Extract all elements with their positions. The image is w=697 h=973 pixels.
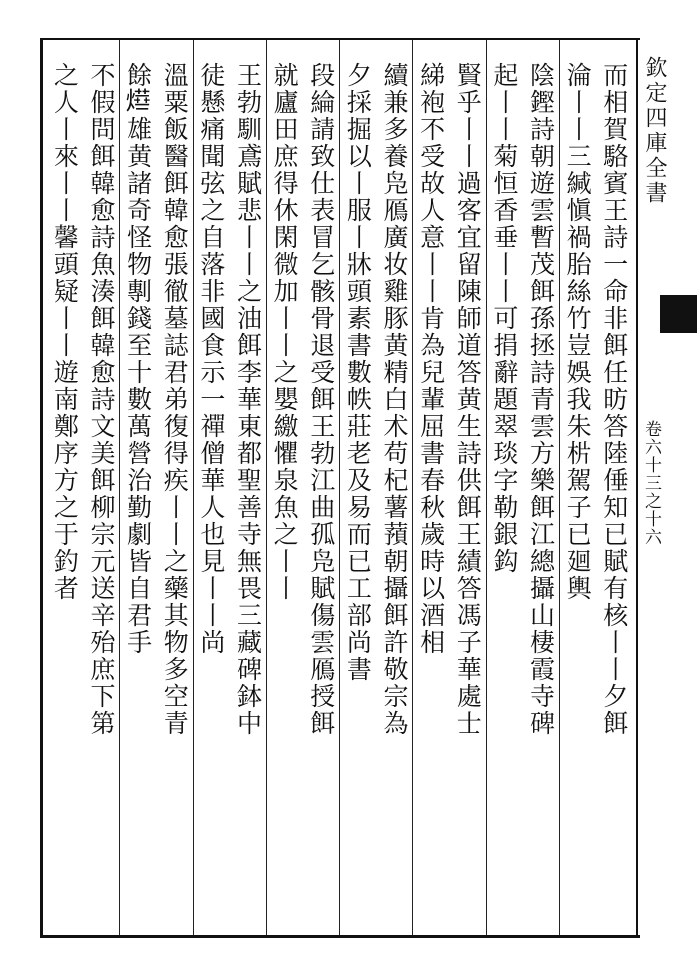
column-divider [486, 40, 487, 935]
frame-right-rule [636, 38, 638, 938]
text-column: 溫粟飯醫餌韓愈張徹墓誌君弟復得疾丨丨之藥其物多空青 [160, 62, 190, 737]
column-divider [412, 40, 413, 935]
fishtail-mark-top [660, 295, 697, 325]
frame-left-rule [40, 38, 43, 938]
text-column: 綈袍不受故人意丨丨肯為兒輩屈書春秋歲時以酒相 [416, 62, 446, 656]
text-column: 餘𤍞雄黄諸奇怪物剸錢至十數萬營治勤劇皆自君手 [123, 62, 153, 656]
text-column: 起丨丨菊恒香垂丨丨可捐辭題翠琰字勒銀鈎 [489, 62, 519, 575]
column-divider [119, 40, 120, 935]
column-divider [266, 40, 267, 935]
text-column: 就廬田庶得休閑微加丨丨之嬰繳懼泉魚之丨丨 [270, 62, 300, 602]
margin-volume-label: 卷六十三之十六 [641, 420, 661, 546]
text-column: 之人丨來丨丨馨頭疑丨丨遊南鄭序方之于釣者 [50, 62, 80, 602]
text-column: 而相賀駱賓王詩一命非餌任昉答陸倕知已賦有核丨丨夕餌 [599, 62, 629, 737]
text-column: 陰鏗詩朝遊雲暫茂餌孫拯詩青雲方樂餌江總攝山棲霞寺碑 [526, 62, 556, 737]
text-column: 段綸請致仕表冒乞骸骨退受餌王勃江曲孤凫賦傷雲鴈授餌 [306, 62, 336, 737]
text-column: 不假問餌韓愈詩魚湊餌韓愈詩文美餌柳宗元送辛殆庶下第 [86, 62, 116, 737]
column-divider [193, 40, 194, 935]
text-column: 夕採掘以丨服丨牀頭素書數帙莊老及易而已工部尚書 [343, 62, 373, 683]
text-column: 賢乎丨丨過客宜留陳師道答黄生詩供餌王績答馮子華處士 [453, 62, 483, 737]
text-column: 淪丨丨三緘愼禍胎絲竹豈娛我朱㭊駕子已廻輿 [563, 62, 593, 602]
frame-top-rule [40, 38, 640, 40]
text-column: 徒懸痛聞弦之自落非國食示一禪僧華人也見丨丨尚 [196, 62, 226, 656]
fishtail-mark-bottom [660, 325, 697, 333]
text-column: 續兼多養凫鴈廣妆雞豚黄精白术苟杞薯蕷朝攝餌許敬宗為 [379, 62, 409, 737]
margin-book-title: 欽定四庫全書 [642, 56, 667, 206]
column-divider [559, 40, 560, 935]
text-column: 王勃馴鳶賦悲丨丨之油餌李華東都聖善寺無畏三藏碑鉢中 [233, 62, 263, 737]
column-divider [339, 40, 340, 935]
